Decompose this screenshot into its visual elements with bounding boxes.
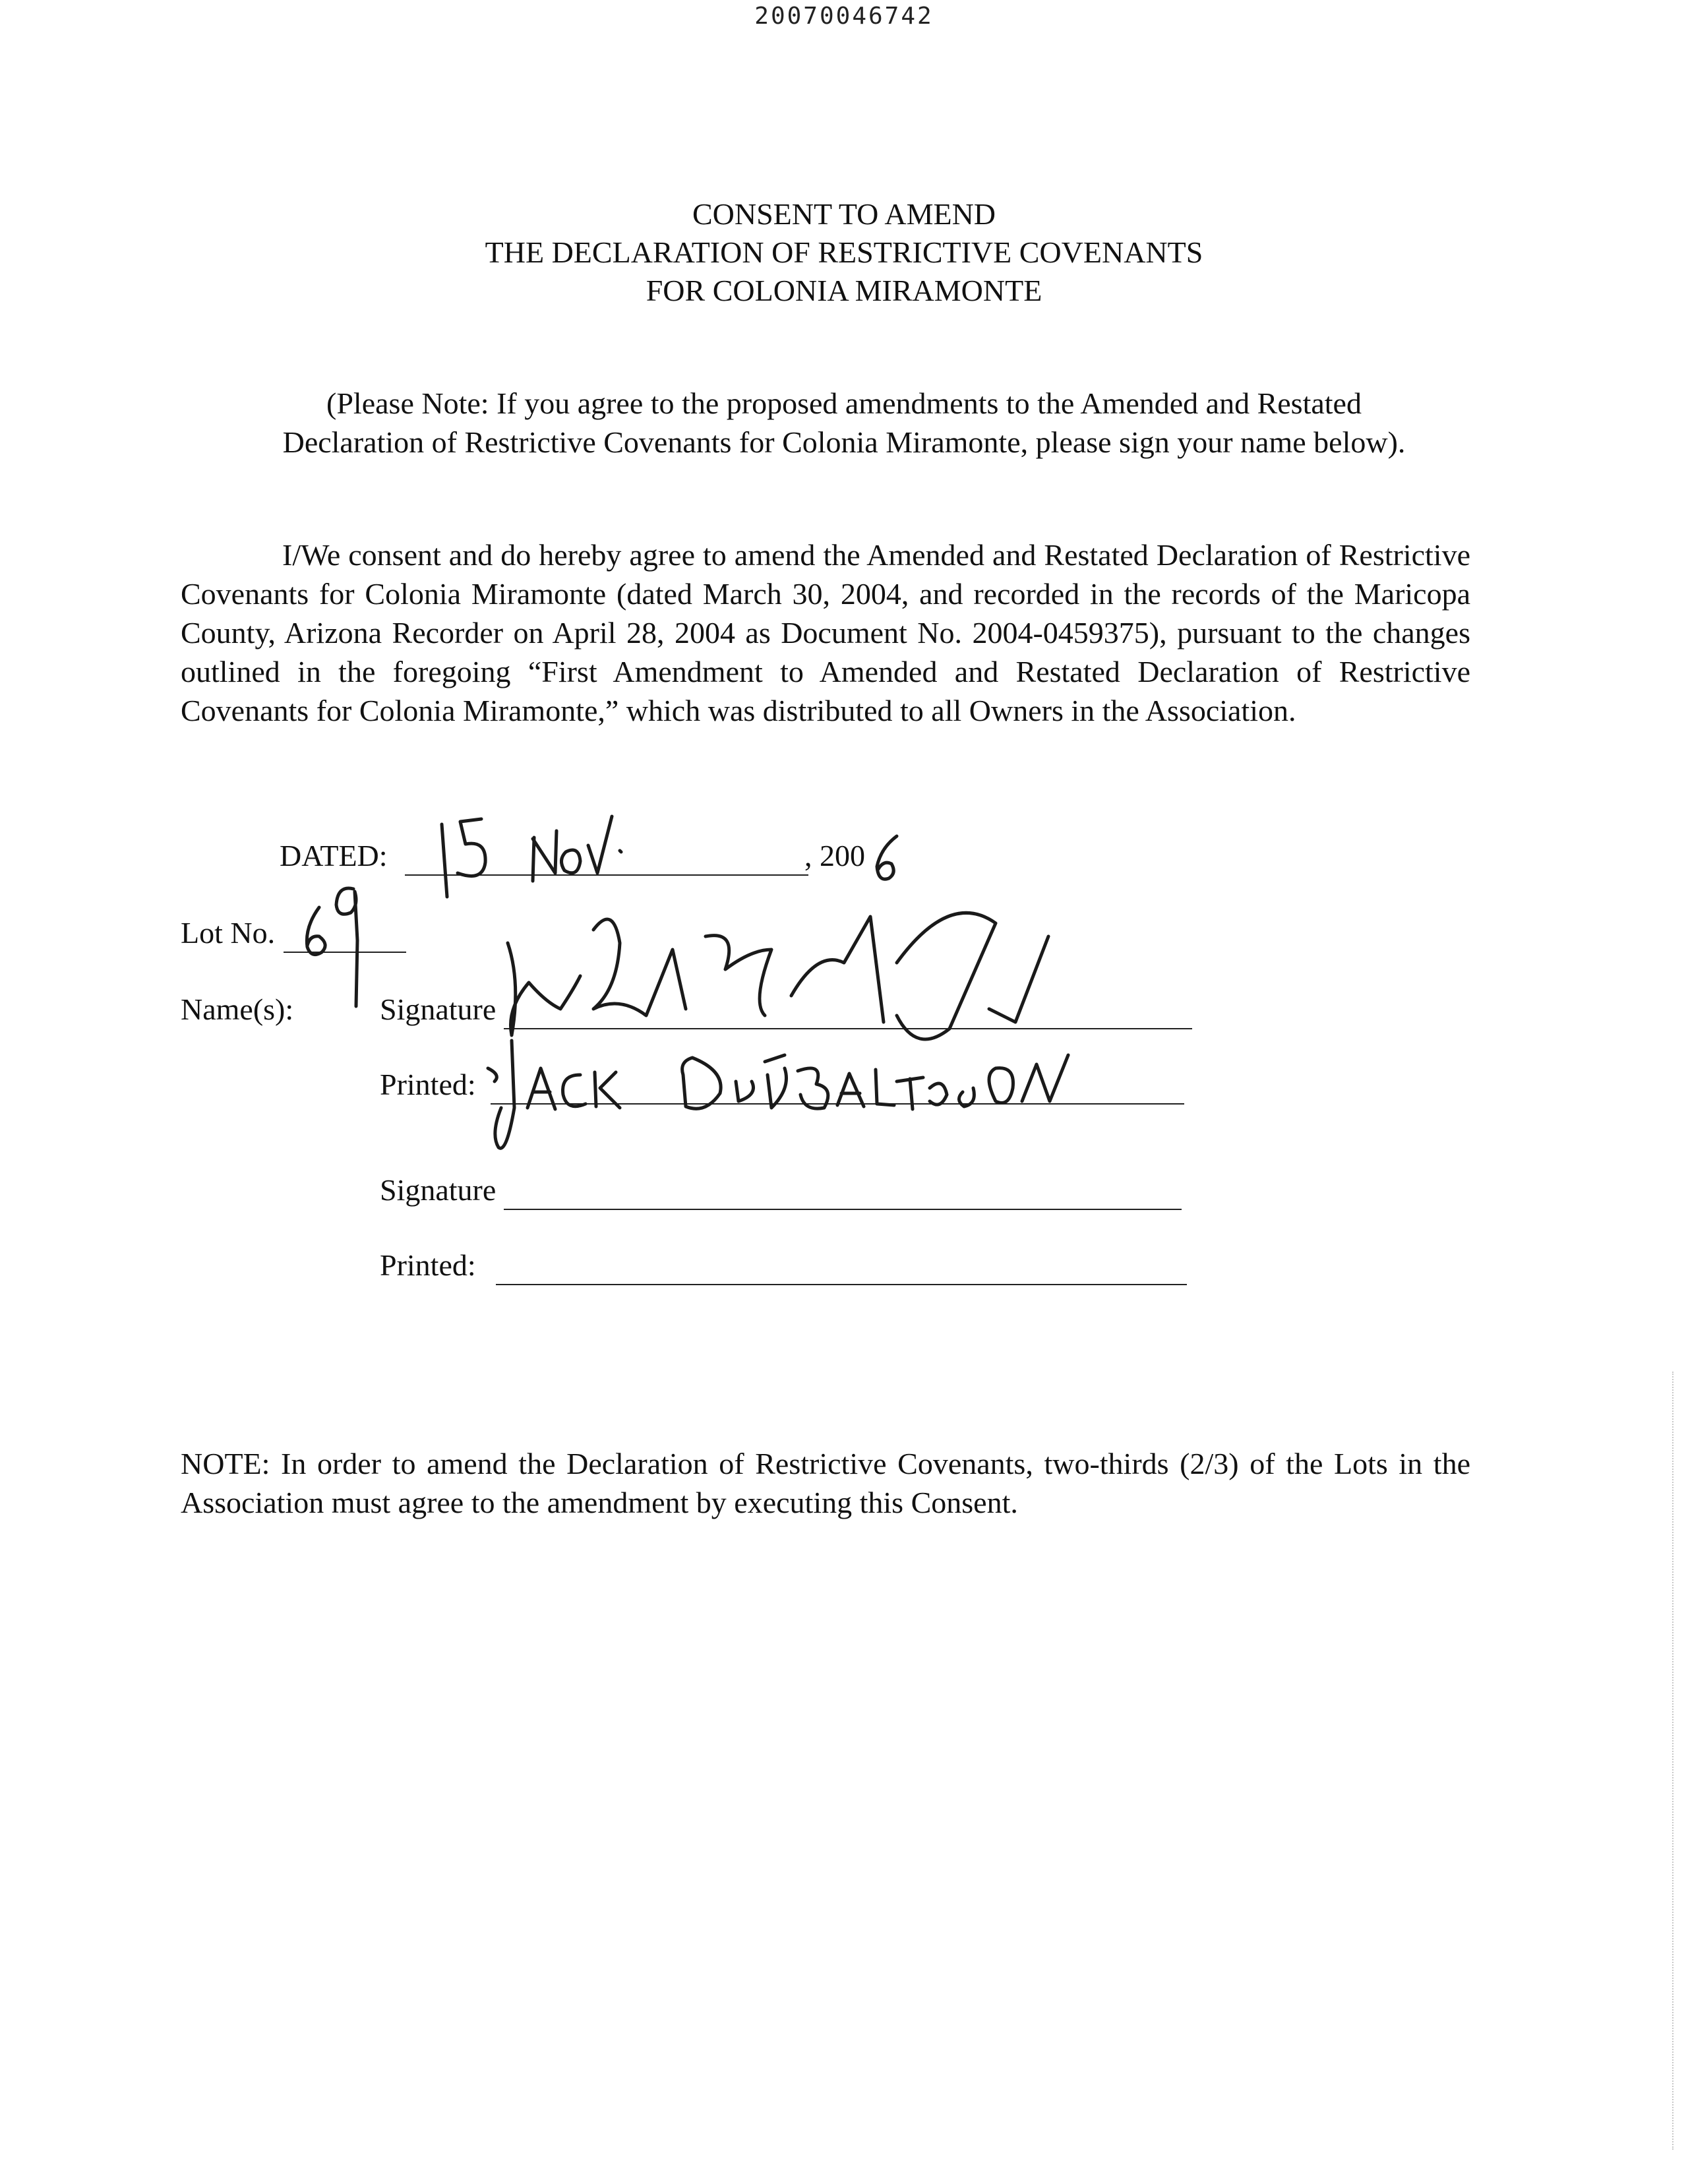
printed-label-2: Printed: — [380, 1248, 476, 1282]
dated-label: DATED: — [280, 839, 388, 872]
printed-line-2[interactable] — [496, 1284, 1187, 1285]
consent-paragraph: I/We consent and do hereby agree to amend the Amended and Restated Declaration of Restrictive Covenants for Colonia Miramonte (dated March 30, 2004, and recorded in the records of the Maricopa County, Arizona Recorder on April 28, 2004 as Document No. 2004-0459375), pursuant to the changes outlined in the foregoing “First Amendment to Amended and Restated Declaration of Restrictive Covenants for Colonia Miramonte,” which was distributed to all Owners in the Association. — [181, 538, 1470, 727]
printed-label-1: Printed: — [380, 1068, 476, 1101]
please-note-instructions — [0, 384, 1688, 462]
title-line-3: FOR COLONIA MIRAMONTE — [646, 274, 1042, 307]
names-label: Name(s): — [181, 992, 294, 1026]
title-line-2: THE DECLARATION OF RESTRICTIVE COVENANTS — [485, 235, 1203, 269]
year-prefix: , 200 — [804, 839, 865, 872]
please-note-line-1: (Please Note: If you agree to the proposed amendments to the Amended and Restated — [326, 386, 1362, 420]
signature-label-1: Signature — [380, 992, 497, 1026]
handwritten-printed-name — [475, 1035, 1081, 1161]
signature-line-2[interactable] — [504, 1209, 1182, 1210]
handwritten-year-digit — [868, 832, 907, 885]
title-line-1: CONSENT TO AMEND — [692, 197, 996, 231]
handwritten-lot-number — [299, 881, 372, 1013]
signature-label-2: Signature — [380, 1173, 497, 1207]
lot-number-label: Lot No. — [181, 916, 276, 950]
handwritten-date — [429, 804, 626, 903]
two-thirds-requirement-note: NOTE: In order to amend the Declaration of Restrictive Covenants, two-thirds (2/3) of the Lots in the Association must agree to the amendment by executing this Consent. — [181, 1447, 1470, 1519]
please-note-line-2: Declaration of Restrictive Covenants for Colonia Miramonte, please sign your name below). — [282, 425, 1406, 459]
scan-edge-artifact — [1672, 1372, 1673, 2150]
recording-document-number: 20070046742 — [754, 3, 934, 30]
document-title — [0, 195, 1688, 310]
